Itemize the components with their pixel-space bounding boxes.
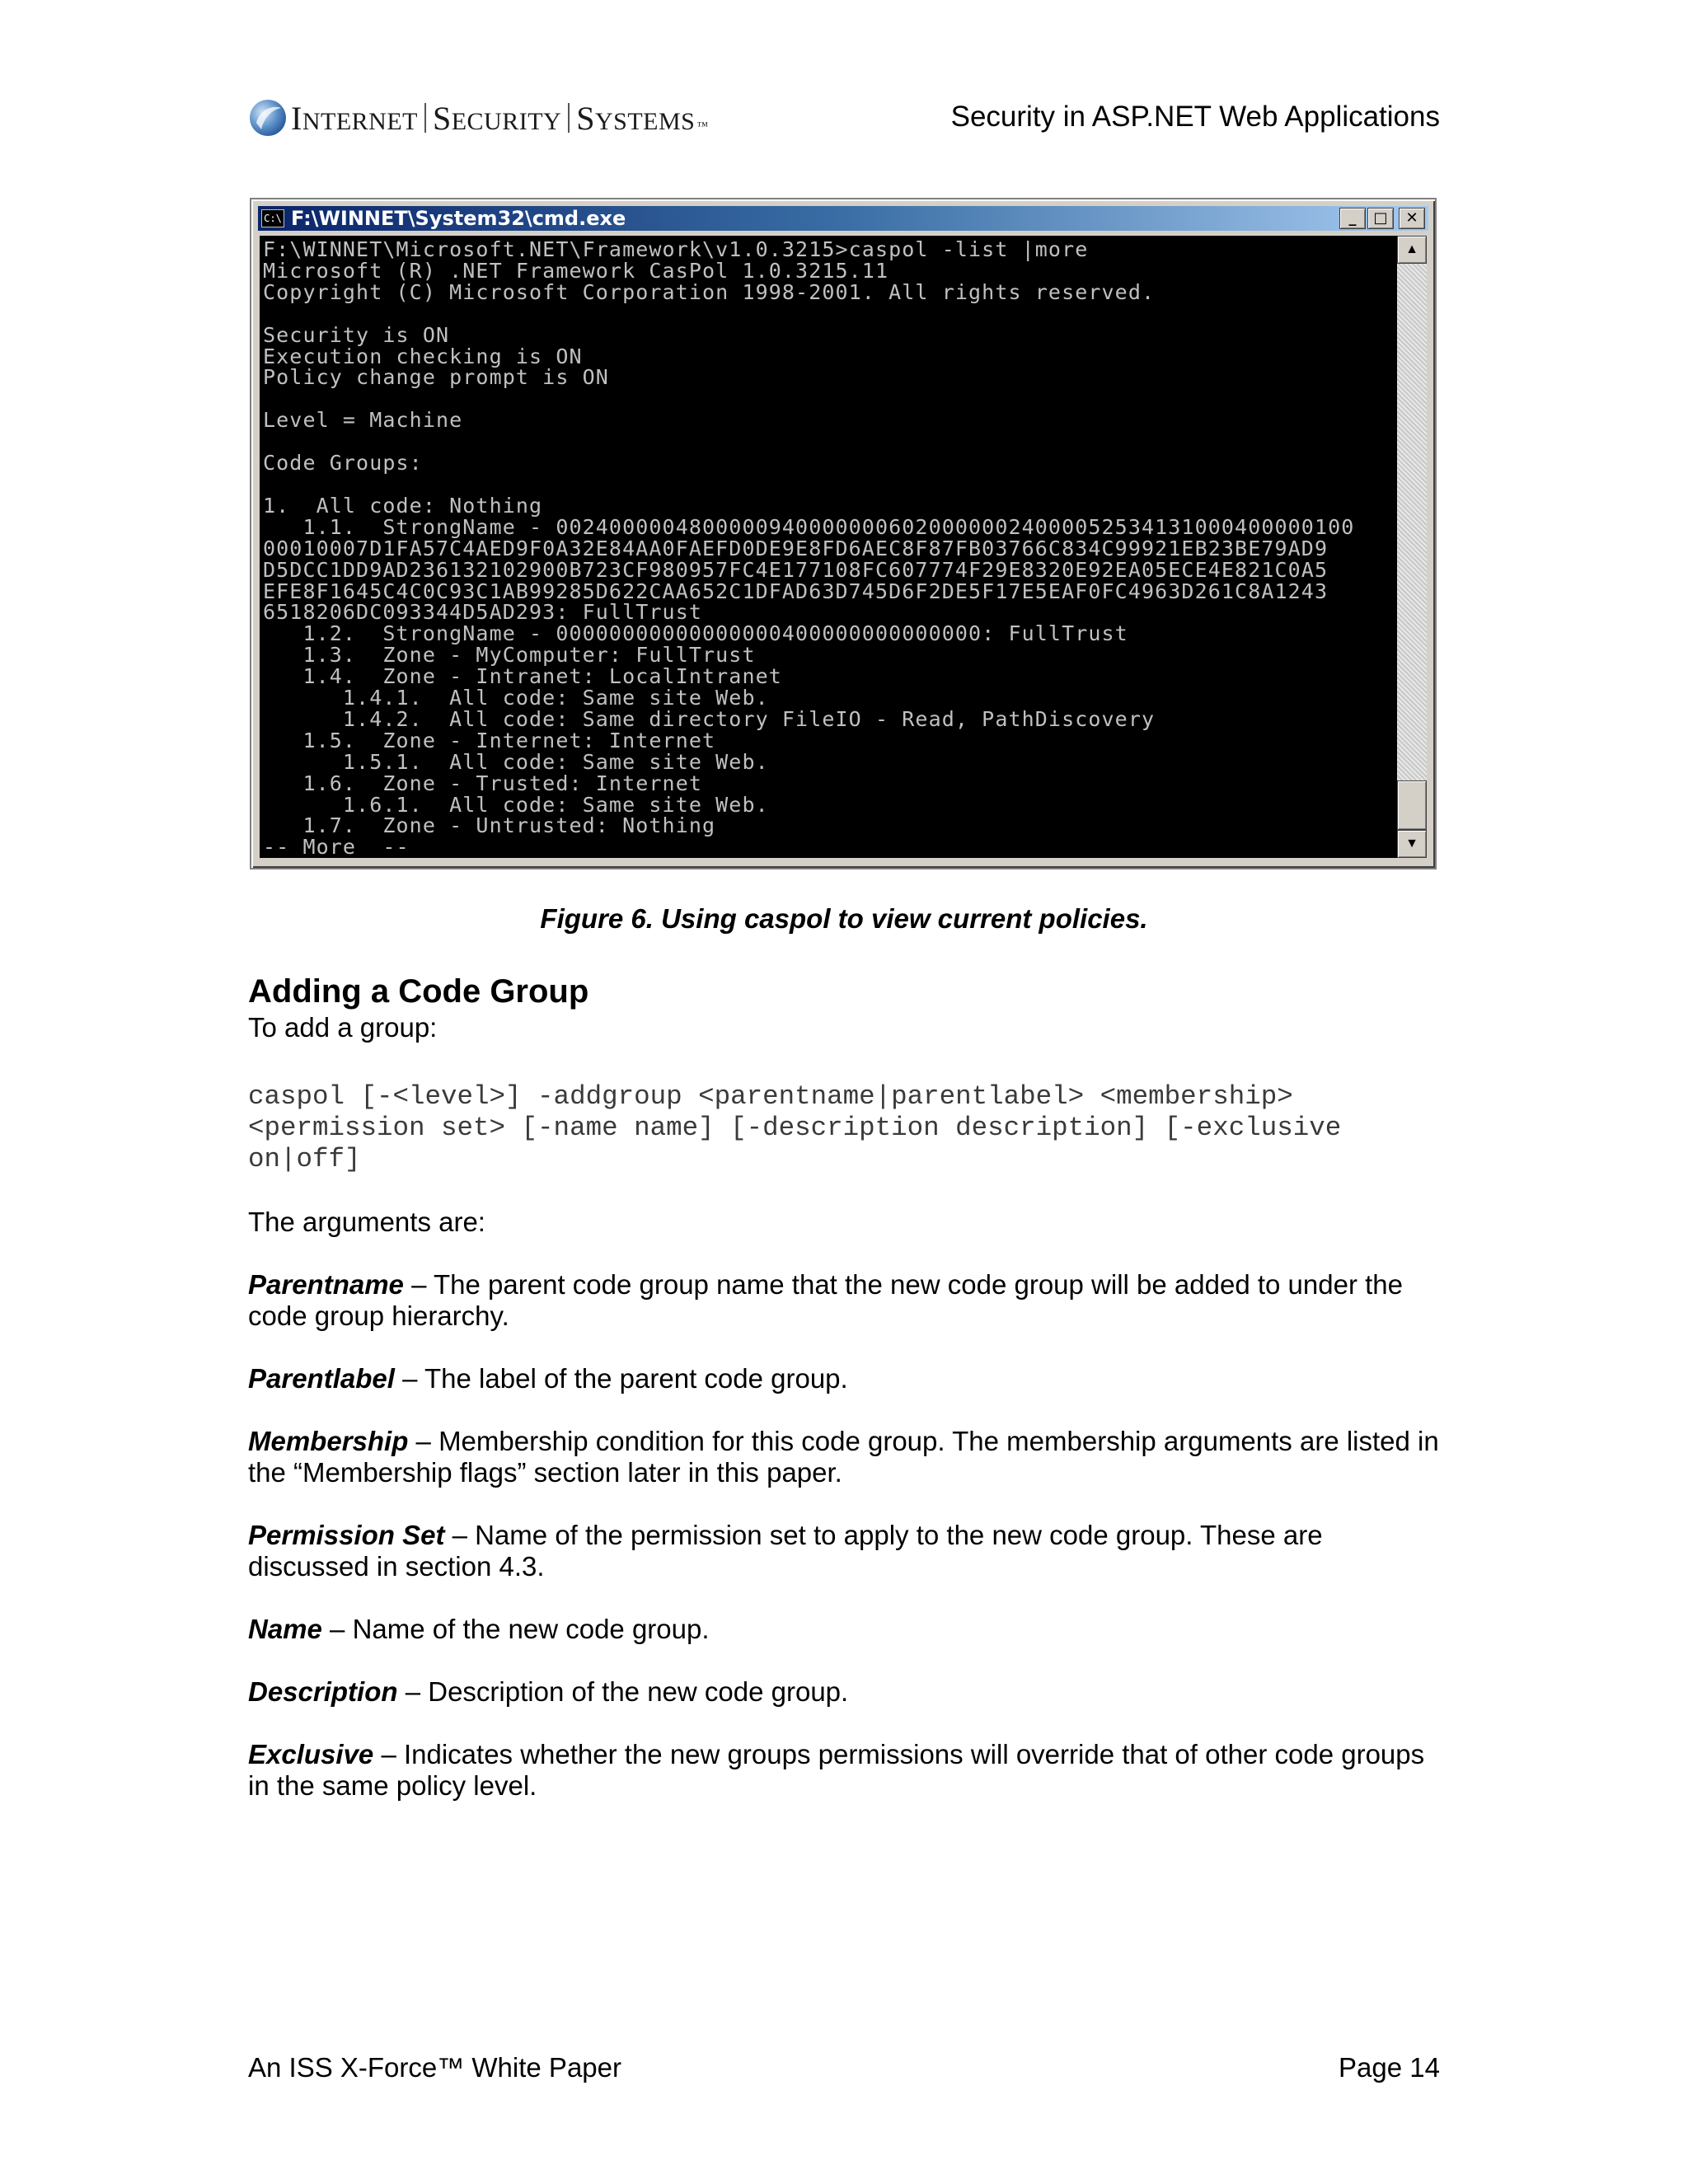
arguments-intro: The arguments are:: [248, 1207, 485, 1237]
argument-description: – The parent code group name that the new code group will be added to under the code group hierarchy.: [248, 1269, 1403, 1331]
console-line: -- More --: [263, 835, 410, 858]
page-footer: [248, 2052, 1440, 2088]
console-line: Level = Machine: [263, 408, 463, 433]
argument-term: Description: [248, 1676, 398, 1707]
argument-description: – Indicates whether the new groups permissions will override that of other code groups in the same policy level.: [248, 1739, 1425, 1801]
code-line: <permission set> [-name name] [-description description] [-exclusive: [248, 1113, 1342, 1143]
argument-parentname: [248, 1269, 1440, 1332]
console-line: Microsoft (R) .NET Framework CasPol 1.0.3215.11: [263, 258, 889, 283]
console-line: EFE8F1645C4C0C93C1AB99285D622CAA652C1DFAD63D745D6F2DE5F17E5EAF0FC4963D261C8A1243: [263, 579, 1329, 603]
scroll-up-arrow-icon[interactable]: ▲: [1397, 236, 1427, 264]
code-line: on|off]: [248, 1144, 361, 1174]
logo-separator: [424, 103, 426, 133]
iss-globe-icon: [248, 98, 288, 138]
console-line: 00010007D1FA57C4AED9F0A32E84AA0FAEFD0DE9E8FD6AEC8F87FB03766C834C99921EB23BE79AD9: [263, 536, 1329, 560]
console-scrollbar[interactable]: [1397, 236, 1427, 858]
page-header: [248, 92, 1440, 142]
console-line: 1.6.1. All code: Same site Web.: [263, 792, 769, 817]
document-title: Security in ASP.NET Web Applications: [950, 101, 1440, 133]
scroll-down-arrow-icon[interactable]: ▼: [1397, 830, 1427, 858]
console-line: Policy change prompt is ON: [263, 365, 609, 390]
argument-description: – Membership condition for this code group. The membership arguments are listed in the “Membership flags” section later in this paper.: [248, 1426, 1439, 1488]
console-line: F:\WINNET\Microsoft.NET\Framework\v1.0.3215>caspol -list |more: [263, 237, 1089, 261]
argument-term: Parentlabel: [248, 1363, 395, 1394]
main-content: [248, 971, 1440, 1802]
argument-exclusive: [248, 1739, 1440, 1802]
console-line: D5DCC1DD9AD236132102900B723CF980957FC4E177108FC607774F29E8320E92EA05ECE4E821C0A5: [263, 557, 1329, 582]
minimize-button[interactable]: _: [1339, 208, 1366, 229]
argument-term: Membership: [248, 1426, 409, 1456]
window-controls: [1339, 208, 1425, 229]
argument-description-item: [248, 1676, 1440, 1708]
close-button[interactable]: ✕: [1399, 208, 1425, 229]
console-line: Code Groups:: [263, 451, 423, 476]
console-line: 1.4.2. All code: Same directory FileIO - Read, PathDiscovery: [263, 706, 1156, 731]
console-line: 1.6. Zone - Trusted: Internet: [263, 771, 702, 795]
console-line: 1.2. StrongName - 00000000000000000400000000000000: FullTrust: [263, 621, 1128, 646]
page-number: Page 14: [1339, 2052, 1440, 2083]
code-syntax-block: [248, 1081, 1440, 1175]
argument-term: Parentname: [248, 1269, 404, 1300]
console-line: [263, 431, 1399, 452]
console-line: Copyright (C) Microsoft Corporation 1998-2001. All rights reserved.: [263, 279, 1156, 304]
maximize-button[interactable]: □: [1367, 208, 1394, 229]
console-line: 6518206DC093344D5AD293: FullTrust: [263, 600, 702, 625]
console-line: Security is ON: [263, 322, 450, 347]
console-line: Execution checking is ON: [263, 344, 583, 368]
section-intro: To add a group:: [248, 1012, 438, 1043]
console-line: 1.4. Zone - Intranet: LocalIntranet: [263, 664, 782, 689]
logo-word-systems: S YSTEMS ™: [576, 99, 709, 137]
console-line: [263, 303, 1399, 325]
argument-term: Name: [248, 1614, 322, 1644]
console-line: [263, 388, 1399, 410]
console-line: 1.4.1. All code: Same site Web.: [263, 686, 769, 710]
console-line: 1.5. Zone - Internet: Internet: [263, 728, 716, 752]
console-line: [263, 474, 1399, 495]
argument-membership: [248, 1426, 1440, 1488]
argument-description: – Description of the new code group.: [397, 1676, 849, 1707]
logo-word-internet: I NTERNET: [291, 99, 418, 137]
console-output-text: [260, 236, 1399, 858]
console-window: [250, 198, 1437, 869]
cmd-icon[interactable]: C:\: [261, 209, 284, 227]
logo-word-security: S ECURITY: [432, 99, 562, 137]
footer-publication: An ISS X-Force™ White Paper: [248, 2052, 621, 2083]
console-title: F:\WINNET\System32\cmd.exe: [291, 207, 626, 230]
argument-permission-set: [248, 1520, 1440, 1582]
logo-separator: [568, 103, 570, 133]
argument-description: – Name of the permission set to apply to the new code group. These are discussed in section 4.3.: [248, 1520, 1323, 1582]
console-line: 1. All code: Nothing: [263, 493, 543, 518]
argument-term: Exclusive: [248, 1739, 374, 1769]
figure-caption: Figure 6. Using caspol to view current policies.: [540, 903, 1148, 934]
argument-description: – The label of the parent code group.: [394, 1363, 848, 1394]
console-output[interactable]: [260, 236, 1399, 858]
console-line: 1.5.1. All code: Same site Web.: [263, 749, 769, 774]
argument-term: Permission Set: [248, 1520, 445, 1550]
section-heading: Adding a Code Group: [248, 973, 589, 1010]
console-line: 1.3. Zone - MyComputer: FullTrust: [263, 643, 756, 668]
iss-logo: [248, 97, 709, 138]
console-line: 1.7. Zone - Untrusted: Nothing: [263, 813, 716, 838]
scroll-thumb[interactable]: [1397, 780, 1427, 830]
code-line: caspol [-<level>] -addgroup <parentname|parentlabel> <membership>: [248, 1081, 1293, 1112]
console-titlebar[interactable]: [258, 206, 1428, 231]
console-line: 1.1. StrongName - 002400000480000094000000060200000024000052534131000400000100: [263, 514, 1355, 539]
argument-parentlabel: [248, 1363, 1440, 1394]
logo-wordmark: [291, 99, 709, 138]
argument-name: [248, 1614, 1440, 1645]
argument-description: – Name of the new code group.: [321, 1614, 710, 1644]
